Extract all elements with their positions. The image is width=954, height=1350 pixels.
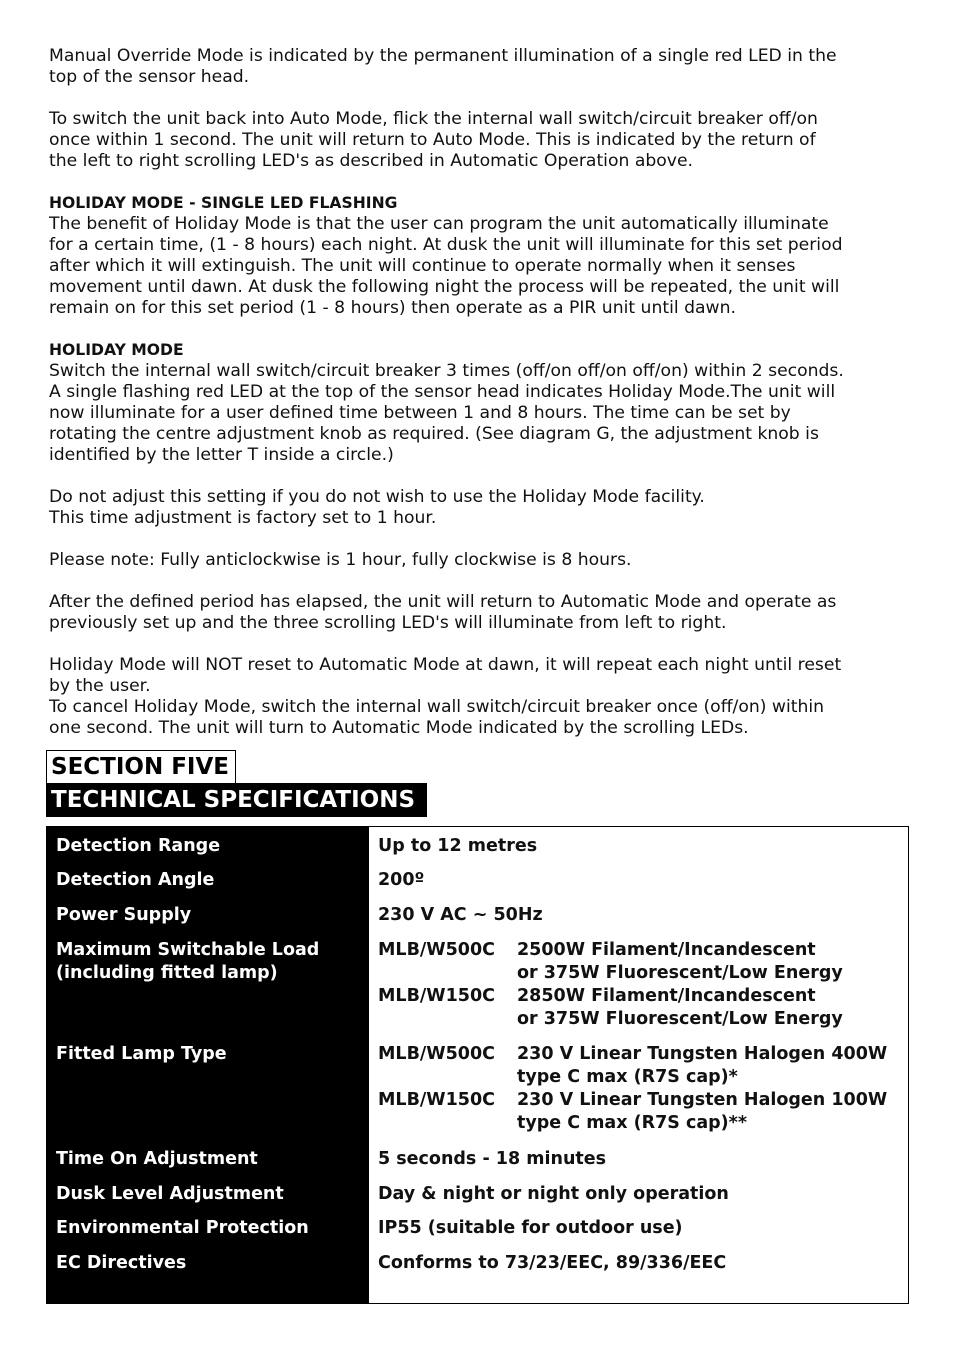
paragraph-adjust-warning: Do not adjust this setting if you do not wish to use the Holiday Mode facility. This time adjustment is factory set to 1 hour. — [49, 487, 705, 528]
model-line — [378, 939, 898, 985]
spec-label: Detection Range — [56, 836, 221, 856]
spec-value: IP55 (suitable for outdoor use) — [378, 1218, 683, 1238]
model-line — [378, 985, 898, 1031]
paragraph-auto-mode: To switch the unit back into Auto Mode, flick the internal wall switch/circuit breaker off/on once within 1 second. The unit will return to Auto Mode. This is indicated by the return of the left to right scrolling LED's as described in Automatic Operation above. — [49, 109, 818, 171]
spec-value: Up to 12 metres — [378, 836, 538, 856]
body-text — [49, 46, 911, 739]
model-code: MLB/W500C — [378, 1044, 495, 1064]
model-desc: 2500W Filament/Incandescent or 375W Fluorescent/Low Energy — [517, 940, 843, 983]
model-code: MLB/W150C — [378, 1090, 495, 1110]
spec-value-models — [378, 939, 898, 1031]
paragraph-holiday-benefit: The benefit of Holiday Mode is that the user can program the unit automatically illuminate for a certain time, (1 - 8 hours) each night. At dusk the unit will illuminate for this set period after which it will extinguish. The unit will continue to operate normally when it senses movement until dawn. At dusk the following night the process will be repeated, the unit will remain on for this set period (1 - 8 hours) then operate as a PIR unit until dawn. — [49, 214, 843, 318]
paragraph-cancel-holiday: Holiday Mode will NOT reset to Automatic Mode at dawn, it will repeat each night until reset by the user. To cancel Holiday Mode, switch the internal wall switch/circuit breaker once (off/on) within one second. The unit will turn to Automatic Mode indicated by the scrolling LEDs. — [49, 655, 842, 738]
model-line — [378, 1089, 898, 1135]
spec-label: Time On Adjustment — [56, 1149, 258, 1169]
section-number: SECTION FIVE — [46, 750, 236, 784]
paragraph-manual-override: Manual Override Mode is indicated by the permanent illumination of a single red LED in the top of the sensor head. — [49, 46, 837, 87]
spec-value-models — [378, 1043, 898, 1135]
paragraph-holiday-switch: Switch the internal wall switch/circuit breaker 3 times (off/on off/on off/on) within 2 seconds. A single flashing red LED at the top of the sensor head indicates Holiday Mode.The unit will now illuminate for a user defined time between 1 and 8 hours. The time can be set by rotating the centre adjustment knob as required. (See diagram G, the adjustment knob is identified by the letter T inside a circle.) — [49, 361, 844, 465]
model-desc: 230 V Linear Tungsten Halogen 100W type C max (R7S cap)** — [517, 1090, 888, 1133]
section-title: TECHNICAL SPECIFICATIONS — [46, 783, 427, 817]
spec-value: Day & night or night only operation — [378, 1184, 729, 1204]
model-desc: 2850W Filament/Incandescent or 375W Fluorescent/Low Energy — [517, 986, 843, 1029]
spec-value: Conforms to 73/23/EEC, 89/336/EEC — [378, 1253, 727, 1273]
spec-table — [46, 826, 909, 1304]
model-line — [378, 1043, 898, 1089]
spec-value: 200º — [378, 870, 425, 890]
spec-label: Environmental Protection — [56, 1218, 309, 1238]
spec-label: Fitted Lamp Type — [56, 1044, 227, 1064]
model-code: MLB/W150C — [378, 986, 495, 1006]
model-code: MLB/W500C — [378, 940, 495, 960]
model-desc: 230 V Linear Tungsten Halogen 400W type C max (R7S cap)* — [517, 1044, 888, 1087]
spec-label: EC Directives — [56, 1253, 187, 1273]
paragraph-please-note: Please note: Fully anticlockwise is 1 hour, fully clockwise is 8 hours. — [49, 550, 632, 570]
spec-label: Detection Angle — [56, 870, 215, 890]
heading-holiday-mode: HOLIDAY MODE — [49, 341, 184, 359]
paragraph-after-period: After the defined period has elapsed, the unit will return to Automatic Mode and operate as previously set up and the three scrolling LED's will illuminate from left to right. — [49, 592, 837, 633]
spec-label: Power Supply — [56, 905, 192, 925]
spec-value: 230 V AC ~ 50Hz — [378, 905, 543, 925]
heading-holiday-mode-flashing: HOLIDAY MODE - SINGLE LED FLASHING — [49, 194, 398, 212]
spec-label: Dusk Level Adjustment — [56, 1184, 284, 1204]
spec-value: 5 seconds - 18 minutes — [378, 1149, 607, 1169]
spec-label: Maximum Switchable Load (including fitted lamp) — [56, 940, 320, 983]
